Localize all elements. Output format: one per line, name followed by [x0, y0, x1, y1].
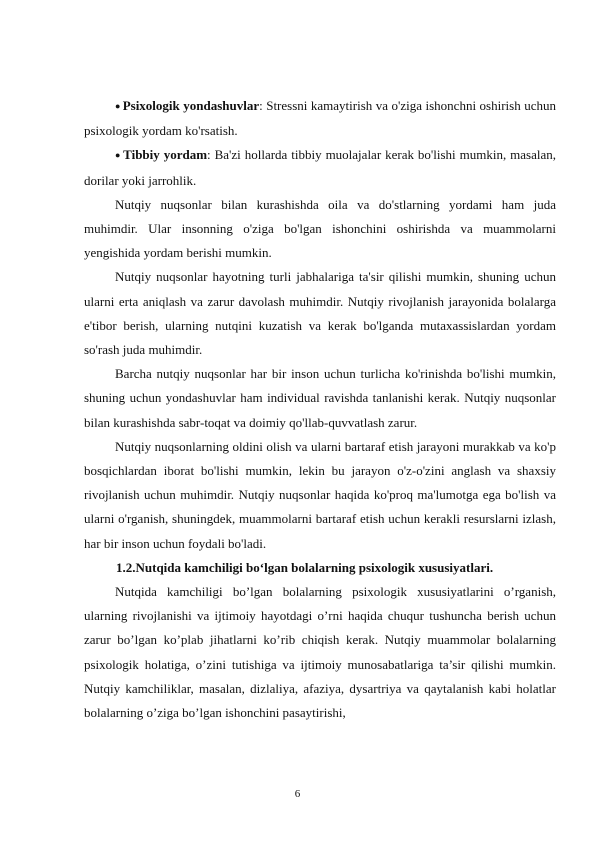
section-heading: 1.2.Nutqida kamchiligi bo‘lgan bolalarning psixologik xususiyatlari. [116, 559, 494, 575]
document-page [84, 94, 556, 725]
bullet-term: Psixologik yondashuvlar [122, 98, 260, 113]
bullet-text: : Ba'zi hollarda tibbiy muolajalar kerak bo'lishi mumkin, masalan, dorilar yoki jarrohlik. [84, 147, 556, 188]
paragraph: Nutqiy nuqsonlar hayotning turli jabhalariga ta'sir qilishi mumkin, shuning uchun ularni erta aniqlash va zarur davolash muhimdir. Nutqiy rivojlanish jarayonida bolalarga e'tibor berish, ularning nutqini kuzatish va kerak bo'lganda mutaxassislardan yordam so'rash juda muhimdir. [84, 269, 556, 358]
bullet-item-psixologik [84, 94, 556, 143]
paragraph: Nutqida kamchiligi bo’lgan bolalarning psixologik xususiyatlarini o’rganish, ularning rivojlanishi va ijtimoiy hayotdagi o’rni haqida chuqur tushuncha berish uchun zarur bo’lgan ko’plab jihatlarni ko’rib chiqish kerak. Nutqiy muammolar bolalarning psixologik holatiga, o’zini tutishiga va ijtimoiy munosabatlariga ta’sir qilishi mumkin. Nutqiy kamchiliklar, masalan, dizlaliya, afaziya, dysartriya va qaytalanish kabi holatlar bolalarning o’ziga bo’lgan ishonchini pasaytirishi, [84, 584, 556, 721]
bullet-dot-icon: ● [115, 150, 122, 161]
bullet-item-tibbiy [84, 143, 556, 192]
bullet-text: : Stressni kamaytirish va o'ziga ishonchni oshirish uchun psixologik yordam ko'rsatish. [84, 98, 556, 139]
paragraph: Nutqiy nuqsonlar bilan kurashishda oila va do'stlarning yordami ham juda muhimdir. Ular insonning o'ziga bo'lgan ishonchini oshirishda va muammolarni yengishida yordam berishi mumkin. [84, 196, 556, 261]
paragraph: Nutqiy nuqsonlarning oldini olish va ularni bartaraf etish jarayoni murakkab va ko'p bosqichlardan iborat bo'lishi mumkin, lekin bu jarayon o'z-o'zini anglash va shaxsiy rivojlanish uchun muhimdir. Nutqiy nuqsonlar haqida ko'proq ma'lumotga ega bo'lish va ularni o'rganish, shuningdek, muammolarni bartaraf etish uchun kerakli resurslarni izlash, har bir inson uchun foydali bo'ladi. [84, 438, 556, 551]
paragraph: Barcha nutqiy nuqsonlar har bir inson uchun turlicha ko'rinishda bo'lishi mumkin, shuning uchun yondashuvlar ham individual ravishda tanlanishi kerak. Nutqiy nuqsonlar bilan kurashishda sabr-toqat va doimiy qo'llab-quvvatlash zarur. [84, 366, 556, 430]
page-number: 6 [294, 788, 301, 800]
bullet-dot-icon: ● [115, 101, 121, 111]
bullet-term: Tibbiy yordam [123, 147, 208, 163]
